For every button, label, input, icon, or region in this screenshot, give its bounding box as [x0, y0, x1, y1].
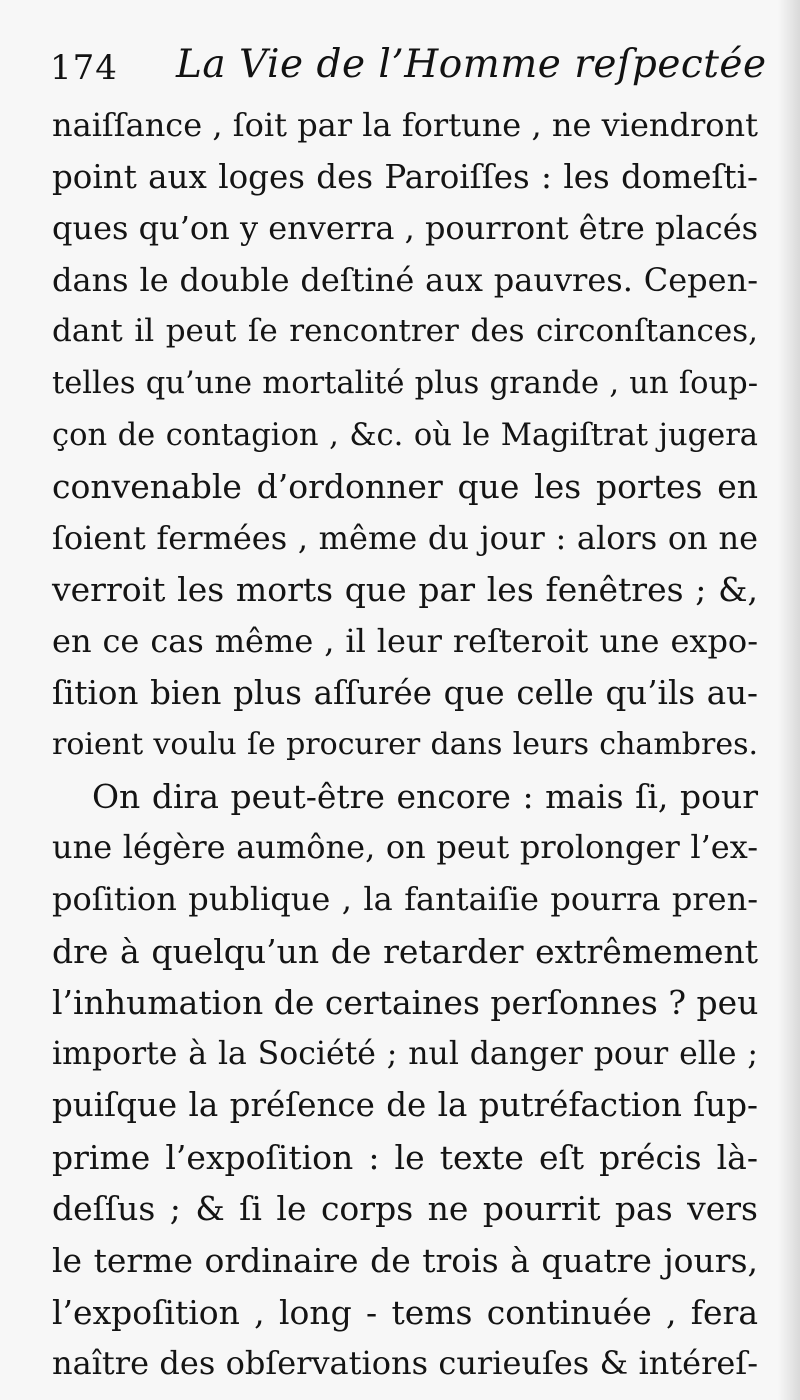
text-line: ſition bien plus aſſurée que celle qu’ils au- — [52, 673, 758, 712]
body-text — [52, 100, 758, 1390]
text-line: çon de contagion , &c. où le Magiſtrat jugera — [52, 417, 758, 453]
text-line: deſſus ; & ſi le corps ne pourrit pas vers — [52, 1189, 758, 1229]
text-line: roient voulu ſe procurer dans leurs chambres. — [52, 727, 758, 763]
text-line: en ce cas même , il leur reſteroit une expo- — [52, 621, 758, 660]
text-line: dans le double deſtiné aux pauvres. Cepen- — [52, 260, 758, 299]
text-line: puiſque la préſence de la putréfaction ſup- — [52, 1086, 758, 1125]
page-number: 174 — [50, 48, 118, 88]
text-line: l’expoſition , long - tems continuée , fera — [52, 1292, 758, 1332]
text-line: prime l’expoſition : le texte eſt précis là- — [52, 1137, 758, 1177]
paragraph-1 — [52, 100, 758, 771]
paragraph-2 — [52, 771, 758, 1390]
page-edge-shadow — [778, 0, 800, 1400]
text-line: convenable d’ordonner que les portes en — [52, 467, 758, 507]
text-line: importe à la Société ; nul danger pour elle ; — [52, 1035, 758, 1072]
page-header — [50, 42, 770, 96]
text-line: ques qu’on y enverra , pourront être placés — [52, 209, 759, 248]
text-line: On dira peut-être encore : mais ſi, pour — [92, 776, 758, 816]
text-line: ſoient fermées , même du jour : alors on ne — [52, 518, 758, 557]
text-line: poſition publique , la fantaiſie pourra pren- — [52, 879, 758, 918]
text-line: point aux loges des Paroiſſes : les domeſti- — [52, 157, 758, 196]
text-line: telles qu’une mortalité plus grande , un ſoup- — [52, 365, 758, 401]
text-line: naiſſance , ſoit par la fortune , ne viendront — [52, 106, 758, 144]
text-line: le terme ordinaire de trois à quatre jours, — [52, 1241, 758, 1281]
running-head: La Vie de l’Homme reſpectée — [176, 42, 767, 87]
text-line: naître des obſervations curieuſes & intéreſ- — [52, 1344, 758, 1383]
text-line: verroit les morts que par les fenêtres ; &, — [52, 570, 758, 610]
text-line: l’inhumation de certaines perſonnes ? peu — [52, 983, 759, 1023]
text-line: dre à quelqu’un de retarder extrêmement — [52, 931, 758, 971]
text-line: une légère aumône, on peut prolonger l’ex- — [52, 828, 758, 867]
text-line: dant il peut ſe rencontrer des circonſtances, — [52, 313, 758, 350]
